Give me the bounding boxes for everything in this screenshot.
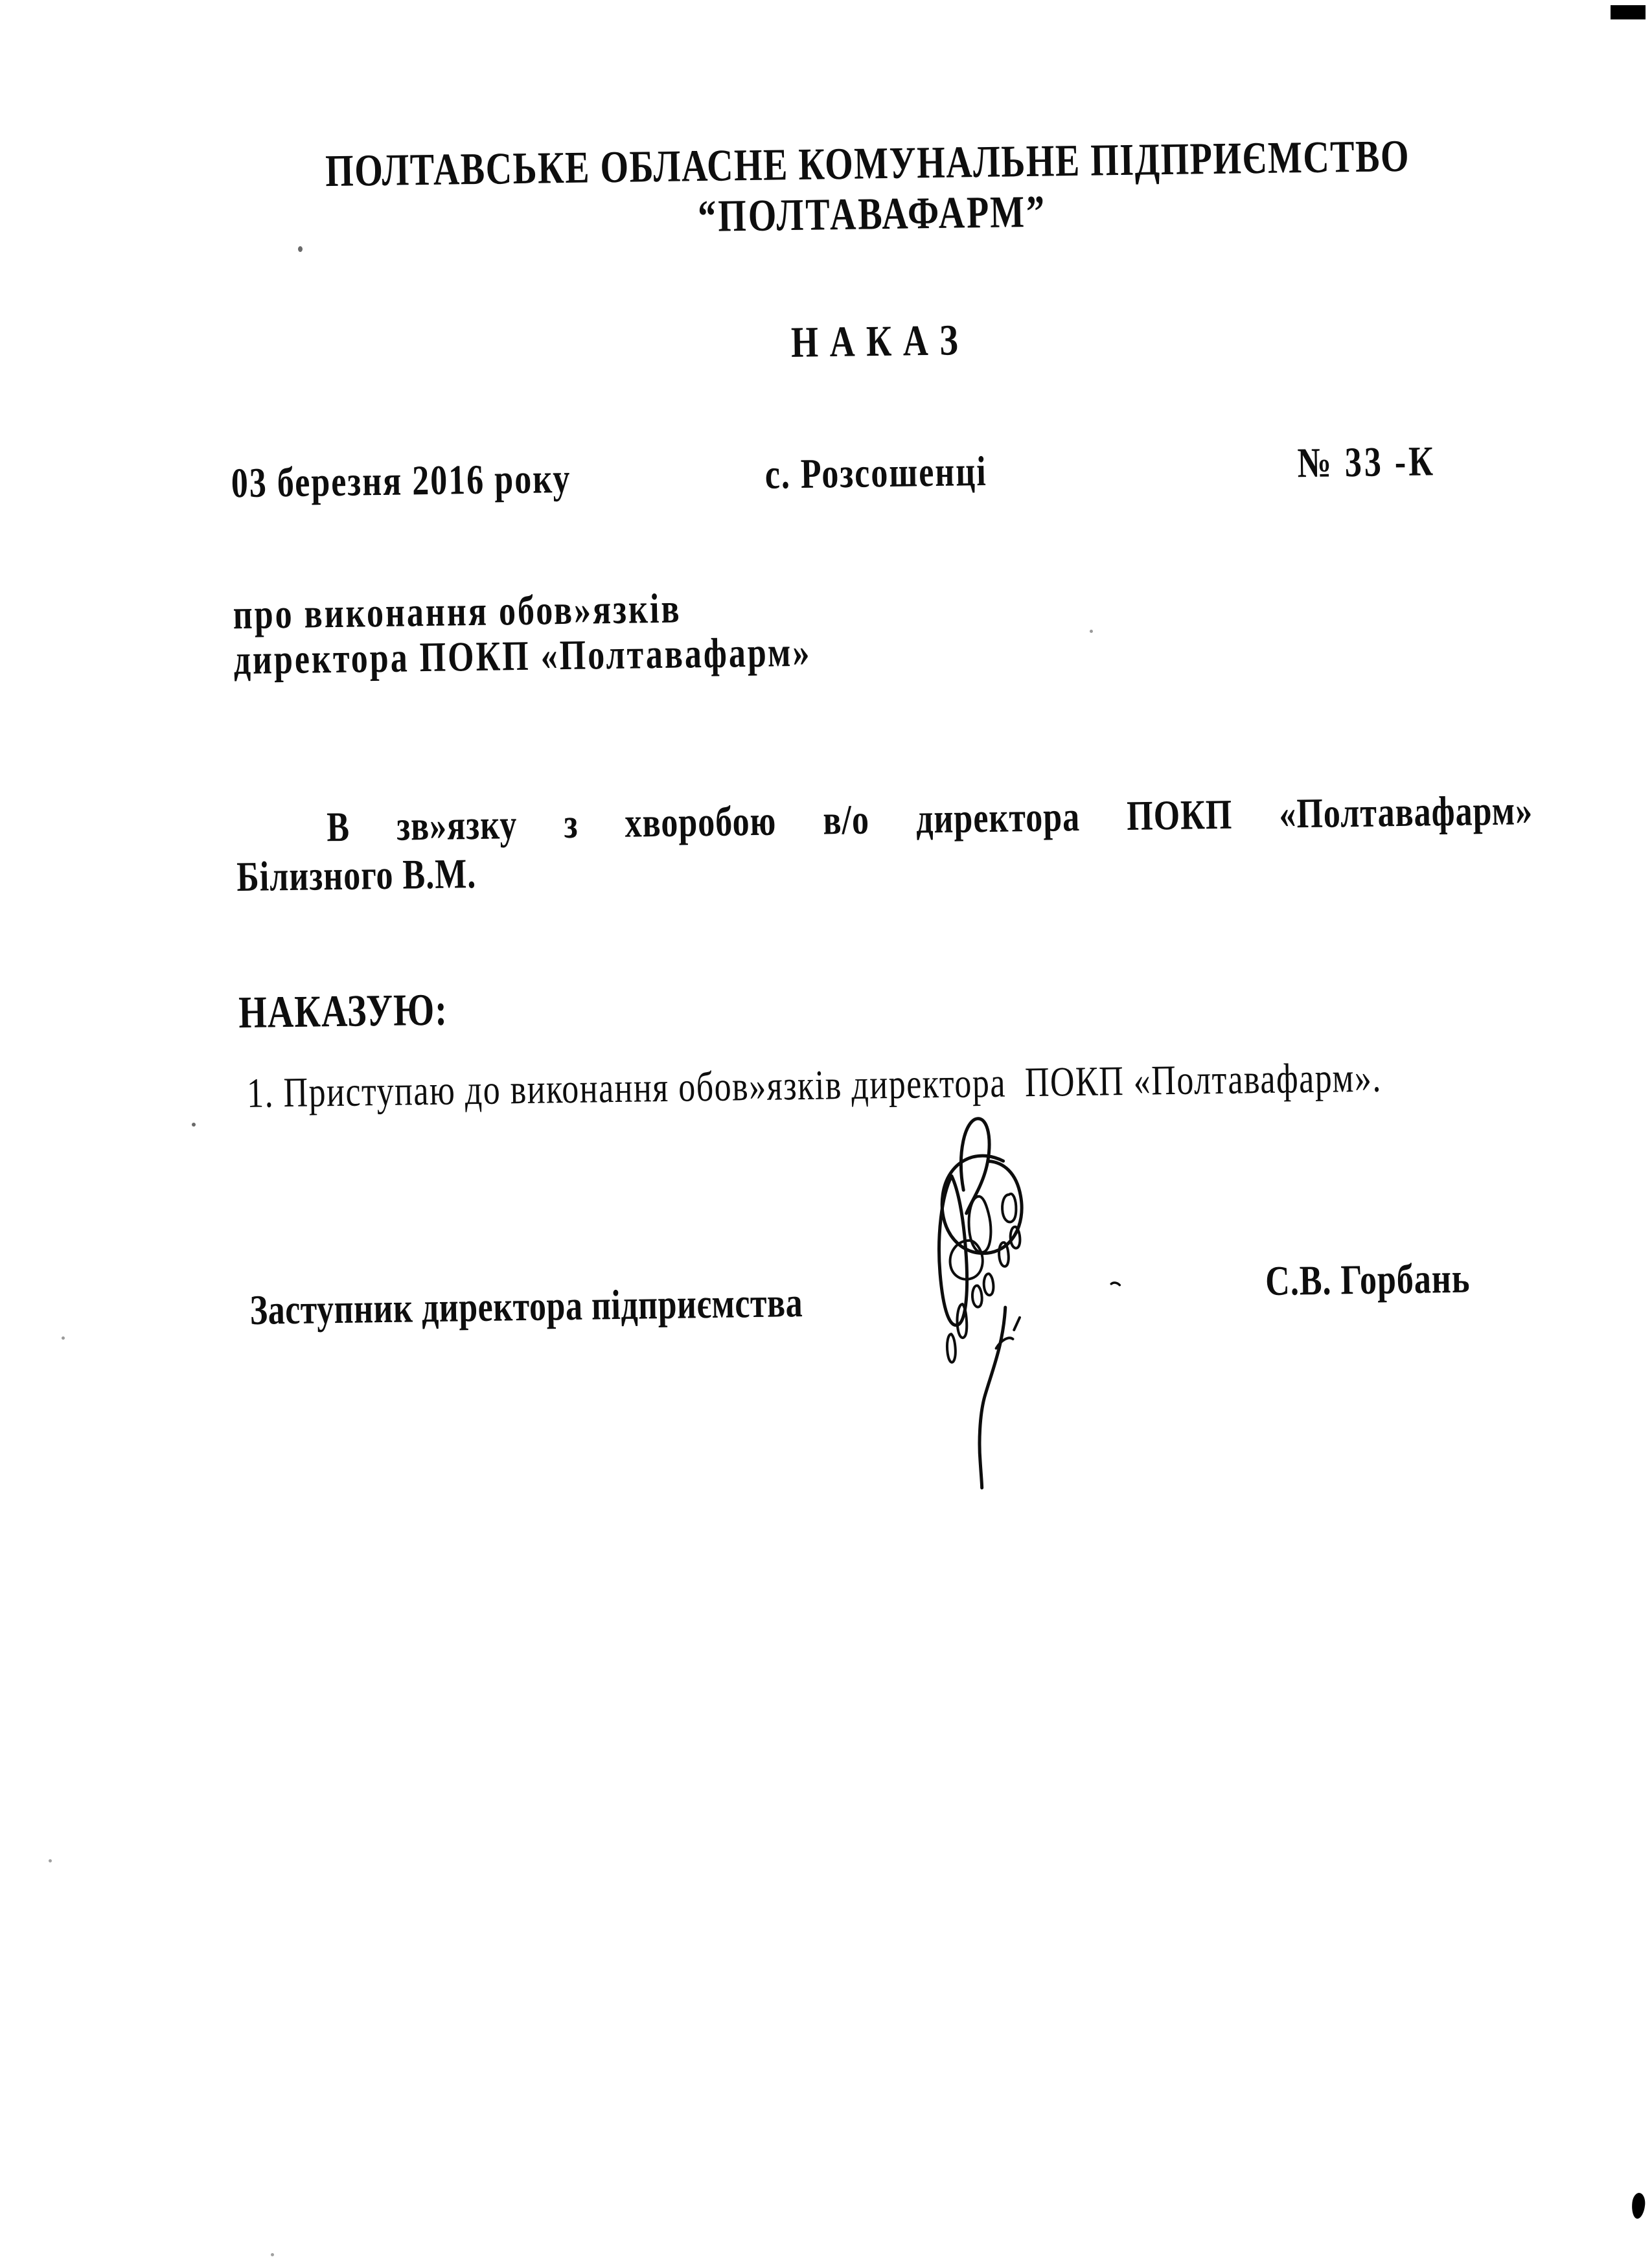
scan-speck xyxy=(49,1859,52,1862)
signer-position-title: Заступник директора підприємства xyxy=(249,1279,803,1334)
org-name-line2: “ПОЛТАВАФАРМ” xyxy=(697,187,1047,242)
handwritten-signature-scribble xyxy=(905,1097,1131,1528)
signer-name: С.В. Горбань xyxy=(1265,1255,1471,1305)
body-paragraph-line2: Білизного В.М. xyxy=(236,851,477,901)
scan-speck xyxy=(271,2253,274,2256)
order-heading: НАКАЗУЮ: xyxy=(238,985,448,1038)
scan-speck xyxy=(1090,630,1093,633)
scan-artifact-top-right-bar xyxy=(1611,5,1646,19)
doc-type-title: Н А К А З xyxy=(790,315,960,367)
order-item-1: 1. Приступаю до виконання обов»язків директора ПОКП «Полтавафарм». xyxy=(246,1055,1382,1117)
org-name-line1: ПОЛТАВСЬКЕ ОБЛАСНЕ КОМУНАЛЬНЕ ПІДПРИЄМСТВО xyxy=(325,131,1410,197)
doc-date: 03 березня 2016 року xyxy=(231,455,571,507)
subject-line2: директора ПОКП «Полтавафарм» xyxy=(233,629,812,684)
body-paragraph-line1: В зв»язку з хворобою в/о директора ПОКП «Полтавафарм» xyxy=(326,787,1533,851)
scan-speck xyxy=(298,246,303,252)
scan-speck xyxy=(192,1123,196,1127)
scan-speck xyxy=(62,1336,65,1340)
doc-place: с. Розсошенці xyxy=(764,448,988,498)
subject-line1: про виконання обов»язків xyxy=(233,586,682,639)
doc-number: № 33 -К xyxy=(1297,439,1436,487)
